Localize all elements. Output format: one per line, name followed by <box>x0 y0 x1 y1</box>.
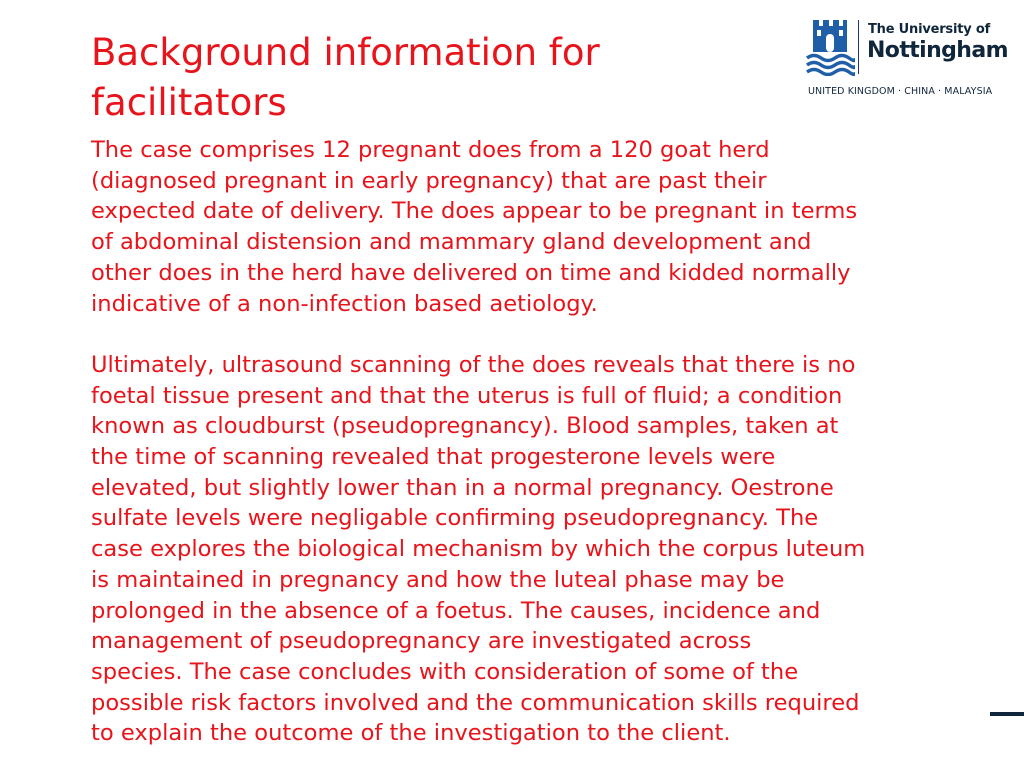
logo-line-2: Nottingham <box>867 38 1008 63</box>
body-paragraph-2: Ultimately, ultrasound scanning of the does reveals that there is no foetal tissue present and that the uterus is full of fluid; a condition known as cloudburst (pseudopregnancy). Blood samples, taken at the time of scanning revealed that progesterone levels were elevated, but slightly lower than in a normal pregnancy. Oestrone sulfate levels were negligable confirming pseudopregnancy. The case explores the biological mechanism by which the corpus luteum is maintained in pregnancy and how the luteal phase may be prolonged in the absence of a foetus. The causes, incidence and management of pseudopregnancy are investigated across species. The case concludes with consideration of some of the possible risk factors involved and the communication skills required to explain the outcome of the investigation to the client. <box>91 351 866 747</box>
paragraph-spacer <box>91 319 991 350</box>
body-paragraph-1: The case comprises 12 pregnant does from a 120 goat herd (diagnosed pregnant in early pregnancy) that are past their expected date of delivery. The does appear to be pregnant in terms of abdominal distension and mammary gland development and other does in the herd have delivered on time and kidded normally indicative of a non-infection based aetiology. <box>91 137 858 317</box>
castle-crest-icon <box>805 18 855 76</box>
slide-body <box>91 135 991 749</box>
logo-countries: UNITED KINGDOM · CHINA · MALAYSIA <box>808 86 993 97</box>
slide-title: Background information for facilitators <box>91 31 600 124</box>
logo-divider <box>858 20 859 74</box>
university-logo <box>805 18 1008 102</box>
logo-line-1: The University of <box>868 22 991 37</box>
footer-bar <box>990 712 1024 716</box>
